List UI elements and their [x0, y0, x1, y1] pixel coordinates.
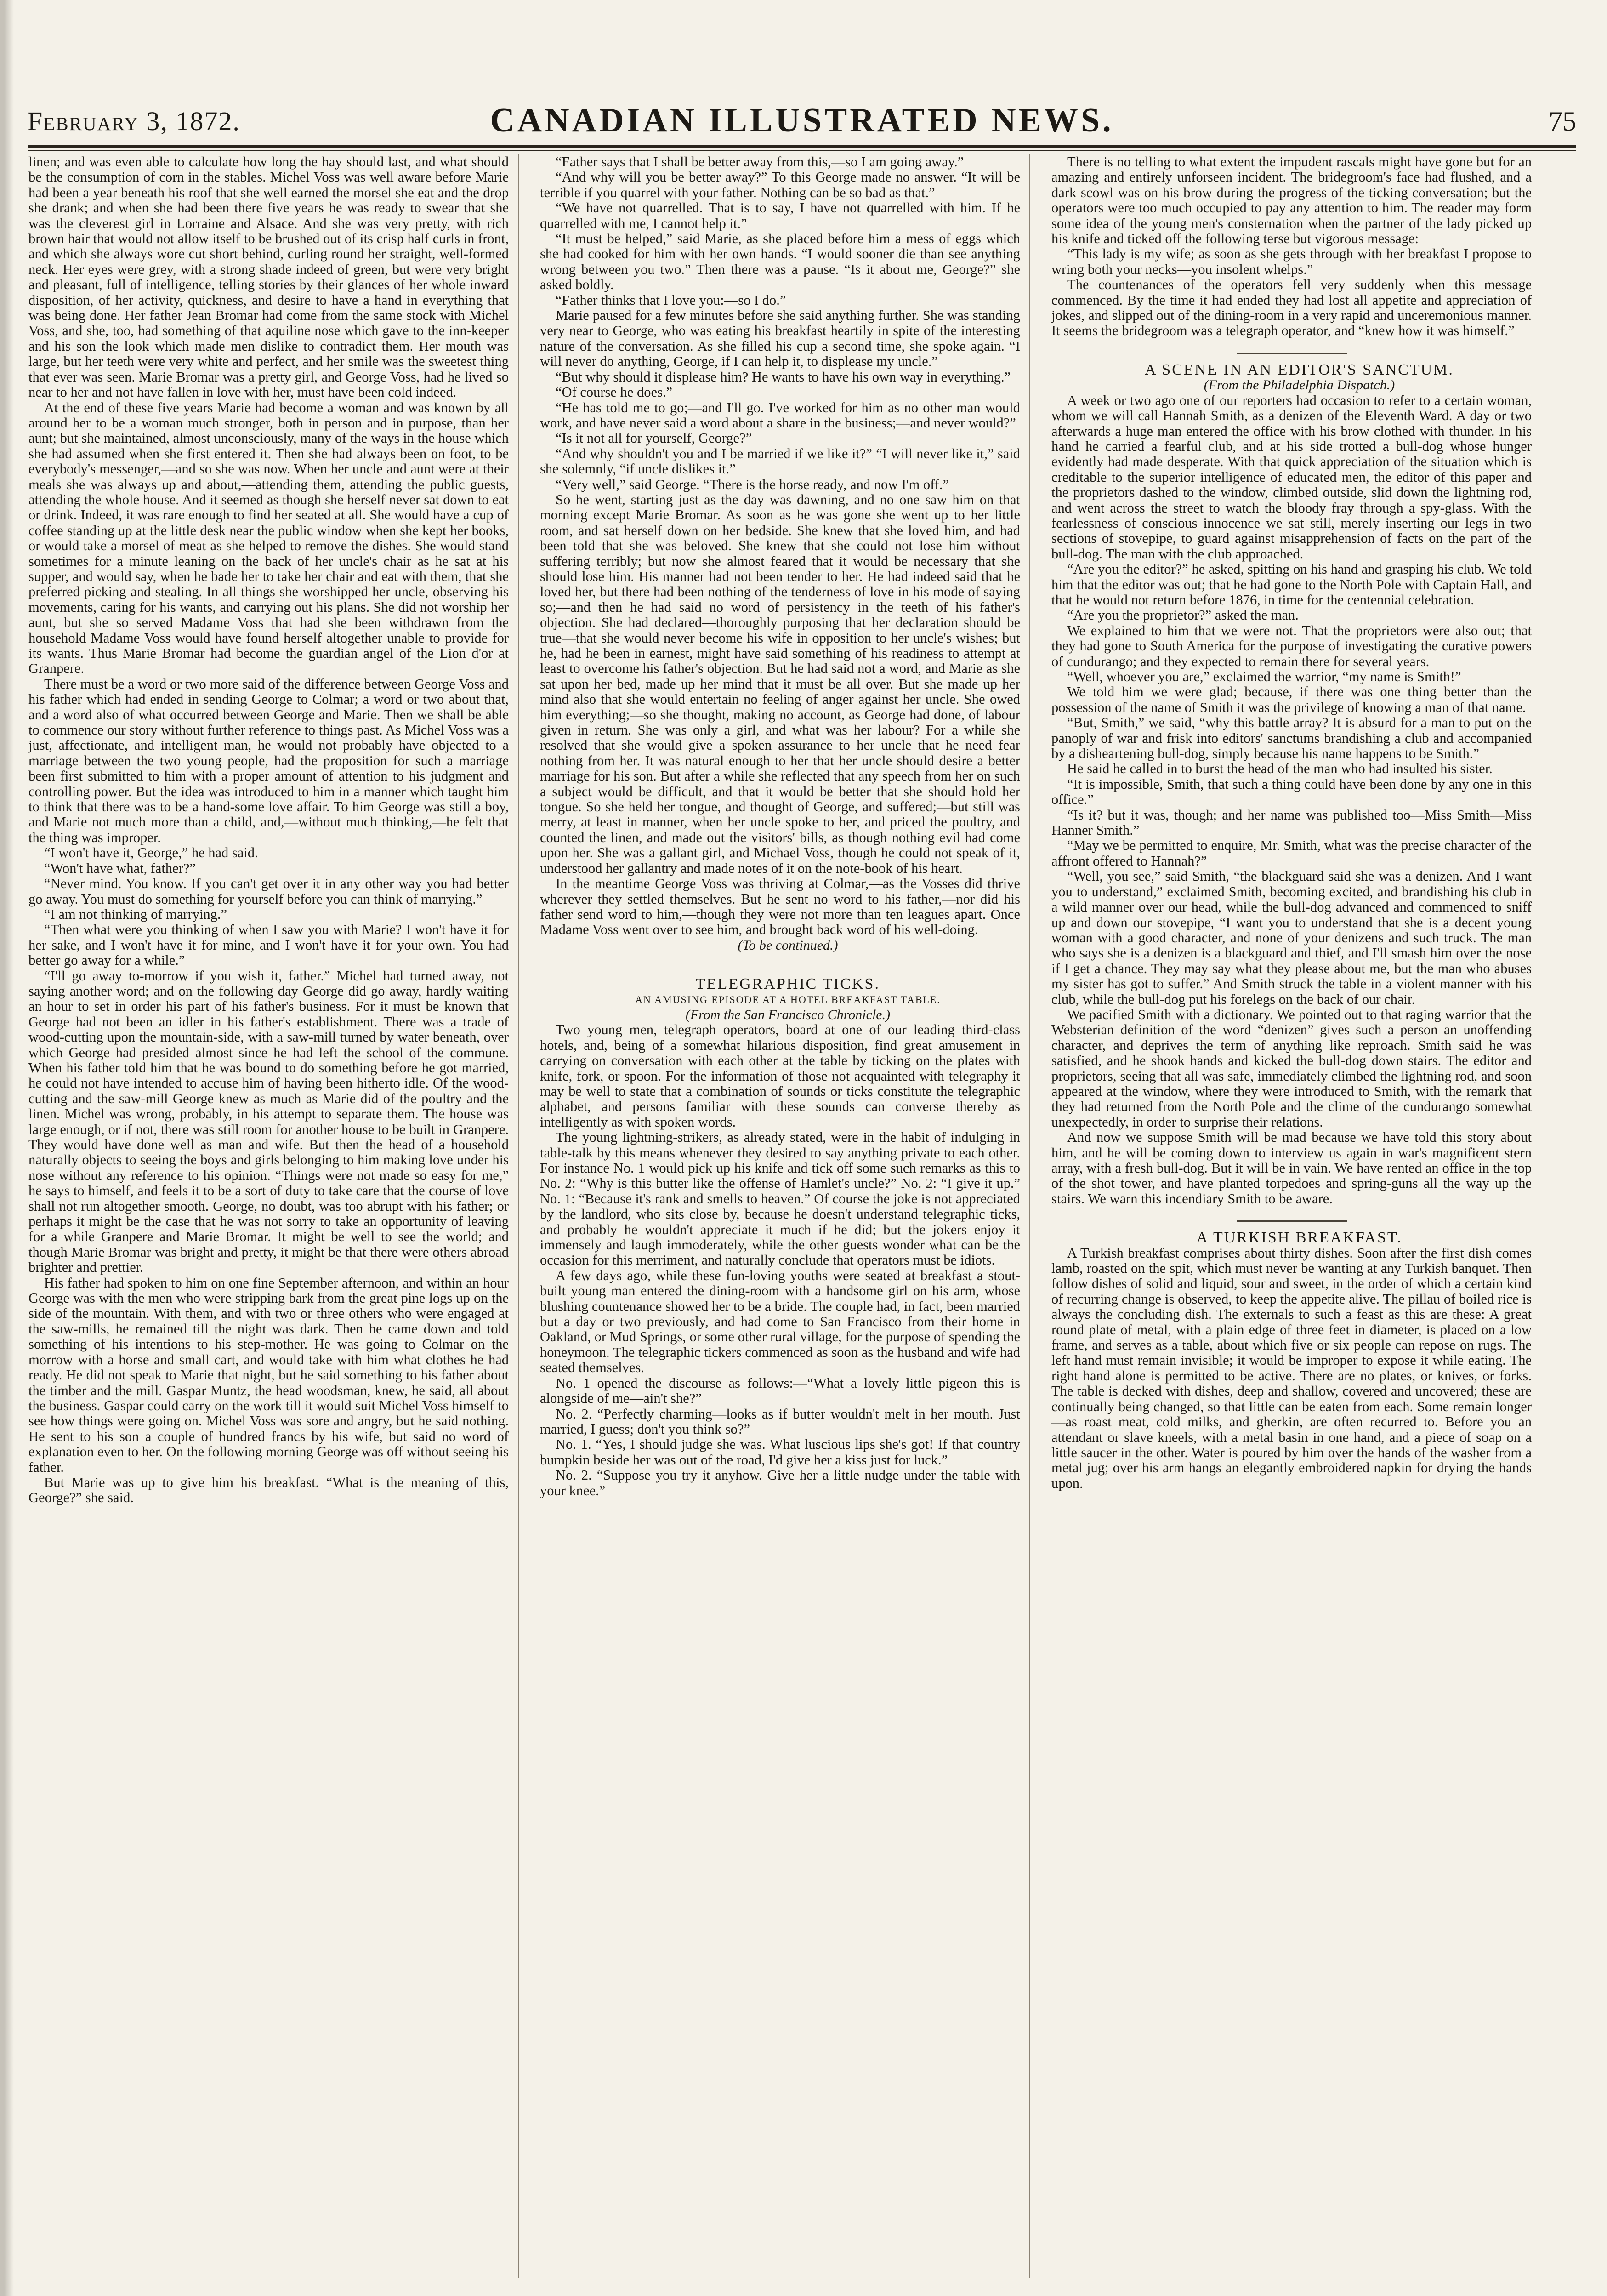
paragraph: He said he called in to burst the head of the man who had insulted his sister. — [1067, 761, 1493, 777]
paragraph: The young lightning-strikers, as already stated, were in the habit of indulging in table-talk by this means whenever they desired to say anything private to each other. For instance No. 1 would pick up his knife and tick off some such remarks as this to No. 2: “Why is this butter like the offense of Hamlet's uncle?” No. 2: “I give it up.” No. 1: “Because it's rank and smells to heaven.” Of course the joke is not appreciated by the landlord, who sits close by, because he doesn't understand telegraphic ticks, and probably he wouldn't appreciate it much if he did; but the jokers enjoy it immensely and laugh immoderately, while the other guests wonder what can be the occasion for this merriment, and naturally conclude that operators must be idiots. — [540, 1129, 1020, 1268]
paragraph: At the end of these five years Marie had become a woman and was known by all around her to be a woman much stronger, both in person and in purpose, than her aunt; but she maintained, almost unconsciously, many of the ways in the house which she had assumed when she first entered it. Then she had always been on foot, to be everybody's messenger,—and so she was now. When her uncle and aunt were at their meals she was always up and about,—attending them, attending the public guests, attending the whole house. And it seemed as though she herself never sat down to eat or drink. Indeed, it was rare enough to find her seated at all. She would have a cup of coffee standing up at the little desk near the public window when she kept her books, or would take a morsel of meat as she helped to remove the dishes. She would stand sometimes for a minute leaning on the back of her uncle's chair as he sat at his supper, and would say, when he bade her to take her chair and eat with them, that she preferred picking and stealing. In all things she worshipped her uncle, observing his movements, caring for his wants, and carrying out his plans. She did not worship her aunt, but she so served Madame Voss that had she been withdrawn from the household Madame Voss would have found herself altogether unable to provide for its wants. Thus Marie Bromar had become the guardian angel of the Lion d'or at Granpere. — [28, 399, 509, 677]
paragraph: But Marie was up to give him his breakfast. “What is the meaning of this, George?” she said. — [28, 1474, 509, 1506]
paragraph: “Won't have what, father?” — [44, 860, 196, 876]
masthead — [28, 92, 1576, 147]
paragraph: “But why should it displease him? He wants to have his own way in everything.” — [556, 369, 1011, 385]
paragraph: “May we be permitted to enquire, Mr. Smith, what was the precise character of the affront offered to Hannah?” — [1051, 837, 1532, 869]
paragraph: “But, Smith,” we said, “why this battle array? It is absurd for a man to put on the panoply of war and frisk into editors' sanctums brandishing a club and accompanied by a disheartening bull-dog, simply because his name happens to be Smith.” — [1051, 715, 1532, 762]
article-heading: TELEGRAPHIC TICKS. — [696, 975, 880, 993]
paragraph: “Father thinks that I love you:—so I do.” — [556, 292, 786, 308]
article-heading: A TURKISH BREAKFAST. — [1196, 1229, 1403, 1247]
paragraph: “It is impossible, Smith, that such a thing could have been done by any one in this office.” — [1051, 776, 1532, 808]
article-source: (From the San Francisco Chronicle.) — [685, 1007, 891, 1022]
paragraph: “We have not quarrelled. That is to say, I have not quarrelled with him. If he quarrelled with me, I cannot help it.” — [540, 200, 1020, 231]
paragraph: “Father says that I shall be better away from this,—so I am going away.” — [556, 154, 964, 170]
paragraph: No. 2. “Perfectly charming—looks as if butter wouldn't melt in her mouth. Just married, I guess; don't you think so?” — [540, 1406, 1020, 1437]
paragraph: Marie paused for a few minutes before she said anything further. She was standing very near to George, who was eating his breakfast heartily in spite of the interesting nature of the conversation. As she filled his cup a second time, she spoke again. “I will never do anything, George, if I can help it, to displease my uncle.” — [540, 308, 1020, 370]
column-3 — [1051, 154, 1532, 2283]
paragraph: His father had spoken to him on one fine September afternoon, and within an hour George was with the men who were stripping bark from the great pine logs up on the side of the mountain. With them, and with two or three others who were engaged at the saw-mills, he remained till the night was dark. Then he came down and told something of his intentions to his step-mother. He was going to Colmar on the morrow with a horse and small cart, and would take with him what clothes he had ready. He did not speak to Marie that night, but he said something to his father about the timber and the mill. Gaspar Muntz, the head woodsman, knew, he said, all about the business. Gaspar could carry on the work till it would suit Michel Voss himself to see how things were going on. Michel Voss was sore and angry, but he said nothing. He sent to his son a couple of hundred francs by his wife, but said no word of explanation even to her. On the following morning George was off without seeing his father. — [28, 1275, 509, 1475]
paragraph: No. 1. “Yes, I should judge she was. What luscious lips she's got! If that country bumpkin beside her was out of the road, I'd give her a kiss just for luck.” — [540, 1436, 1020, 1468]
article-subheading: AN AMUSING EPISODE AT A HOTEL BREAKFAST TABLE. — [635, 993, 941, 1005]
paragraph: So he went, starting just as the day was dawning, and no one saw him on that morning except Marie Bromar. As soon as he was gone she went up to her little room, and sat herself down on her bedside. She knew that she loved him, and had been told that she was beloved. She knew that she could not lose him without suffering terribly; but now she almost feared that it would be necessary that she should lose him. His manner had not been tender to her. He had indeed said that he loved her, but there had been nothing of the tenderness of love in his mode of saying so;—and then he had said no word of persistency in the teeth of his father's objection. She had declared—thoroughly purposing that her declaration should be true—that she would never become his wife in opposition to her uncle's wishes; but he, had he been in earnest, might have said something of his readiness to attempt at least to overcome his father's objection. But he had said not a word, and Marie as she sat upon her bed, made up her mind that it must be all over. But she made up her mind also that she would entertain no feeling of anger against her uncle. She owed him everything;—so she thought, making no account, as George had done, of labour given in return. She was only a girl, and what was her labour? For a while she resolved that she would give a spoken assurance to her uncle that he need fear nothing from her. It was natural enough to her that her uncle should desire a better marriage for his son. But after a while she reflected that any speech from her on such a subject would be difficult, and that it would be better that she should hold her tongue. So she held her tongue, and thought of George, and suffered;—but still was merry, at least in manner, when her uncle spoke to her, and priced the poultry, and counted the linen, and made out the visitors' bills, as though nothing evil had come upon her. She was a gallant girl, and Michael Voss, though he could not speak of it, understood her gallantry and made notes of it on the note-book of his heart. — [540, 491, 1020, 876]
paragraph: And now we suppose Smith will be mad because we have told this story about him, and he will be coming down to interview us again in war's magnificent stern array, with a fresh bull-dog. But it will be in vain. We have rented an office in the top of the shot tower, and have planted torpedoes and spring-guns all the way up the stairs. We warn this incendiary Smith to be aware. — [1051, 1129, 1532, 1207]
scan-edge-shadow — [0, 0, 14, 2296]
paragraph: A few days ago, while these fun-loving youths were seated at breakfast a stout-built young man entered the dining-room with a handsome girl on his arm, whose blushing countenance showed her to be a bride. The couple had, in fact, been married but a day or two previously, and had come to San Francisco from their home in Oakland, or Mud Springs, or some other rural village, for the purpose of spending the honeymoon. The telegraphic tickers commenced as soon as the husband and wife had seated themselves. — [540, 1267, 1020, 1376]
page-number: 75 — [1549, 106, 1576, 137]
masthead-rule-thin — [28, 150, 1576, 151]
section-divider — [1237, 353, 1347, 354]
paragraph: “And why shouldn't you and I be married if we like it?” “I will never like it,” said she solemnly, “if uncle dislikes it.” — [540, 445, 1020, 477]
section-divider — [725, 967, 835, 968]
paragraph: “Is it not all for yourself, George?” — [556, 430, 752, 446]
paragraph: “This lady is my wife; as soon as she gets through with her breakfast I propose to wring both your necks—you insolent whelps.” — [1051, 246, 1532, 277]
paragraph: No. 2. “Suppose you try it anyhow. Give her a little nudge under the table with your knee.” — [540, 1467, 1020, 1498]
to-be-continued: (To be continued.) — [738, 937, 838, 953]
paragraph: linen; and was even able to calculate how long the hay should last, and what should be the consumption of corn in the stables. Michel Voss was well aware before Marie had been a year beneath his roof that she well earned the morsel she eat and the drop she drank; and when she had been there five years he was ready to swear that she was the cleverest girl in Lorraine and Alsace. And she was very pretty, with rich brown hair that would not allow itself to be brushed out of its crisp half curls in front, and which she always wore cut short behind, curling round her straight, well-formed neck. Her eyes were grey, with a strong shade indeed of green, but were very bright and pleasant, full of intelligence, telling stories by their glances of her whole inward disposition, of her activity, quickness, and desire to have a hand in everything that was being done. Her father Jean Bromar had come from the same stock with Michel Voss, and she, too, had something of that aquiline nose which gave to the inn-keeper and his son the look which made men dislike to contradict them. Her mouth was large, but her teeth were very white and perfect, and her smile was the sweetest thing that ever was seen. Marie Bromar was a pretty girl, and George Voss, had he lived so near to her and not have fallen in love with her, must have been cold indeed. — [28, 154, 509, 400]
paragraph: In the meantime George Voss was thriving at Colmar,—as the Vosses did thrive wherever they settled themselves. But he sent no word to his father,—nor did his father send word to him,—though they were not more than ten leagues apart. Once Madame Voss went over to see him, and brought back word of his well-doing. — [540, 876, 1020, 938]
paragraph: We told him we were glad; because, if there was one thing better than the possession of the name of Smith it was the privilege of knowing a man of that name. — [1051, 684, 1532, 715]
paragraph: “I won't have it, George,” he had said. — [44, 845, 258, 861]
column-1 — [28, 154, 509, 2283]
article-heading: A SCENE IN AN EDITOR'S SANCTUM. — [1145, 361, 1454, 378]
paragraph: There is no telling to what extent the impudent rascals might have gone but for an amazing and entirely unforseen incident. The bridegroom's face had flushed, and a dark scowl was on his brow during the progress of the ticking conversation; but the operators were too much occupied to pay any attention to him. The reader may form some idea of the young men's consternation when the partner of the lady picked up his knife and ticked off the following terse but vigorous message: — [1051, 154, 1532, 247]
newspaper-title: CANADIAN ILLUSTRATED NEWS. — [490, 102, 1114, 139]
issue-date: February 3, 1872. — [28, 106, 240, 136]
section-divider — [1237, 1220, 1347, 1222]
paragraph: No. 1 opened the discourse as follows:—“What a lovely little pigeon this is alongside of me—ain't she?” — [540, 1375, 1020, 1407]
paragraph: A Turkish breakfast comprises about thirty dishes. Soon after the first dish comes lamb, roasted on the spit, which must never be wanting at any Turkish banquet. Then follow dishes of solid and liquid, sour and sweet, in the order of which a certain kind of recurring change is observed, to keep the appetite alive. The pillau of boiled rice is always the concluding dish. The externals to such a feast as this are these: A great round plate of metal, with a plain edge of three feet in diameter, is placed on a low frame, and serves as a table, about which five or six people can repose on rugs. The left hand must remain invisible; it would be improper to expose it while eating. The right hand alone is permitted to be active. There are no plates, or knives, or forks. The table is decked with dishes, deep and shallow, covered and uncovered; these are continually being changed, so that little can be eaten from each. Some remain longer—as roast meat, cold milks, and gherkin, are often recurred to. Before you an attendant or slave kneels, with a metal basin in one hand, and a piece of soap on a little saucer in the other. Water is poured by him over the hands of the washer from a metal jug; over his arm hangs an elegantly embroidered napkin for drying the hands upon. — [1051, 1245, 1532, 1491]
paragraph: “Are you the proprietor?” asked the man. — [1067, 607, 1299, 623]
paragraph: “Well, whoever you are,” exclaimed the warrior, “my name is Smith!” — [1067, 669, 1461, 684]
paragraph: “Are you the editor?” he asked, spitting on his hand and grasping his club. We told him that the editor was out; that he had gone to the North Pole with Captain Hall, and that he would not return before 1876, in time for the centennial celebration. — [1051, 561, 1532, 608]
paragraph: “Very well,” said George. “There is the horse ready, and now I'm off.” — [556, 476, 949, 492]
paragraph: “I am not thinking of marrying.” — [44, 906, 227, 922]
paragraph: The countenances of the operators fell very suddenly when this message commenced. By the time it had ended they had lost all appetite and appreciation of jokes, and slipped out of the dining-room in a very rapid and unceremonious manner. It seems the bridegroom was a telegraph operator, and “knew how it was himself.” — [1051, 277, 1532, 339]
paragraph: “Well, you see,” said Smith, “the blackguard said she was a denizen. And I want you to understand,” exclaimed Smith, becoming excited, and brandishing his club in a wild manner over our head, while the bull-dog advanced and commenced to sniff up and down our stovepipe, “I want you to understand that she is a decent young woman with a good character, and none of your denizens and such truck. The man who says she is a denizen is a blackguard and thief, and I'll smash him over the nose if I get a chance. They may say what they please about me, but the man who abuses my sister has got to suffer.” And Smith struck the table in a violent manner with his club, while the bull-dog put his forelegs on the back of our chair. — [1051, 868, 1532, 1007]
masthead-rule — [28, 145, 1576, 148]
column-2 — [540, 154, 1020, 2283]
paragraph: “Is it? but it was, though; and her name was published too—Miss Smith—Miss Hanner Smith.” — [1051, 807, 1532, 838]
paragraph: “Then what were you thinking of when I saw you with Marie? I won't have it for her sake, and I won't have it for mine, and I won't have it for your own. You had better go away for a while.” — [28, 922, 509, 969]
paragraph: “Never mind. You know. If you can't get over it in any other way you had better go away. You must do something for yourself before you can think of marrying.” — [28, 876, 509, 907]
paragraph: “It must be helped,” said Marie, as she placed before him a mess of eggs which she had cooked for him with her own hands. “I would sooner die than see anything wrong between you two.” Then there was a pause. “Is it about me, George?” she asked boldly. — [540, 231, 1020, 293]
column-divider — [1029, 154, 1030, 2278]
paragraph: We pacified Smith with a dictionary. We pointed out to that raging warrior that the Websterian definition of the word “denizen” gives such a person an unoffending character, and deprives the term of anything like reproach. Smith said he was satisfied, and he shook hands and kicked the bull-dog down stairs. The editor and proprietors, seeing that all was safe, immediately climbed the lightning rod, and soon appeared at the window, where they were introduced to Smith, with the remark that they had returned from the North Pole and the clime of the cundurango somewhat unexpectedly, in order to surprise their relations. — [1051, 1006, 1532, 1130]
paragraph: “I'll go away to-morrow if you wish it, father.” Michel had turned away, not saying another word; and on the following day George did go away, hardly waiting an hour to set in order his part of his father's business. For it must be known that George had not been an idler in his father's establishment. There was a trade of wood-cutting upon the mountain-side, with a saw-mill turned by water beneath, over which George had presided almost since he had left the school of the commune. When his father told him that he was bound to do something before he got married, he could not have intended to accuse him of having been hitherto idle. Of the wood-cutting and the saw-mill George knew as much as Marie did of the poultry and the linen. Michel was wrong, probably, in his attempt to separate them. The house was large enough, or if not, there was still room for another house to be built in Granpere. They would have done well as man and wife. But then the head of a household naturally objects to seeing the boys and girls belonging to him making love under his nose without any reference to his opinion. “Things were not made so easy for me,” he says to himself, and feels it to be a sort of duty to take care that the course of love shall not run altogether smooth. George, no doubt, was too abrupt with his father; or perhaps it might be the case that he was not sorry to take an opportunity of leaving for a while Granpere and Marie Bromar. It might be well to see the world; and though Marie Bromar was bright and pretty, it might be that there were others abroad brighter and prettier. — [28, 968, 509, 1276]
paragraph: There must be a word or two more said of the difference between George Voss and his father which had ended in sending George to Colmar; a word or two about that, and a word also of what occurred between George and Marie. Then we shall be able to commence our story without further reference to things past. As Michel Voss was a just, affectionate, and intelligent man, he would not probably have objected to a marriage between the two young people, had the proposition for such a marriage been first submitted to him with a proper amount of attention to his judgment and controlling power. But the idea was introduced to him in a manner which taught him to think that there was to be a hand-some love affair. To him George was still a boy, and Marie not much more than a child, and,—without much thinking,—he felt that the thing was improper. — [28, 676, 509, 845]
paragraph: “And why will you be better away?” To this George made no answer. “It will be terrible if you quarrel with your father. Nothing can be so bad as that.” — [540, 169, 1020, 200]
paragraph: Two young men, telegraph operators, board at one of our leading third-class hotels, and, being of a somewhat hilarious disposition, find great amusement in carrying on conversation with each other at the table by ticking on the plates with knife, fork, or spoon. For the information of those not acquainted with telegraphy it may be well to state that a combination of sounds or ticks constitute the telegraphic alphabet, and persons familiar with these sounds can converse thereby as intelligently as with spoken words. — [540, 1022, 1020, 1130]
article-source: (From the Philadelphia Dispatch.) — [1204, 377, 1395, 393]
paragraph: “He has told me to go;—and I'll go. I've worked for him as no other man would work, and have never said a word about a share in the business;—and never would?” — [540, 399, 1020, 431]
column-divider — [518, 154, 519, 2278]
paragraph: “Of course he does.” — [556, 384, 673, 400]
paragraph: A week or two ago one of our reporters had occasion to refer to a certain woman, whom we will call Hannah Smith, as a denizen of the Eleventh Ward. A day or two afterwards a huge man entered the office with his brow clothed with thunder. In his hand he carried a fearful club, and at his side trotted a bull-dog whose hunger evidently had made desperate. With that quick appreciation of the situation which is creditable to the superior intelligence of educated men, the editor of this paper and the proprietors dashed to the window, climbed outside, slid down the lightning rod, and went across the street to watch the bloody fray through a spy-glass. With the fearlessness of conscious innocence we sat still, merely inserting our legs in two sections of stovepipe, to guard against misapprehension of facts on the part of the bull-dog. The man with the club approached. — [1051, 392, 1532, 562]
paragraph: We explained to him that we were not. That the proprietors were also out; that they had gone to South America for the purpose of investigating the curative powers of cundurango; and they expected to remain there for several years. — [1051, 622, 1532, 669]
